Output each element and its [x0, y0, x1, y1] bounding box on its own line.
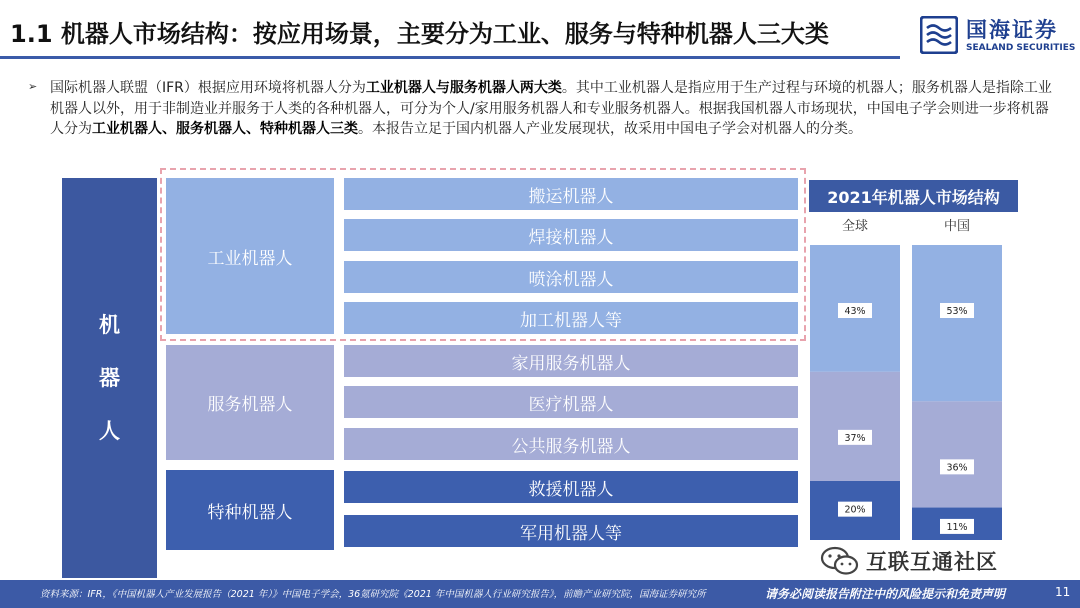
- leaf-label: 搬运机器人: [528, 186, 614, 207]
- category-service-label: 服务机器人: [207, 395, 293, 415]
- industrial-highlight-outline: [160, 168, 806, 341]
- footer-disclaimer: 请务必阅读报告附注中的风险提示和免责声明: [765, 587, 1006, 601]
- logo-name: 国海证券: [966, 18, 1058, 42]
- intro-paragraph: [50, 78, 1062, 140]
- page-number: 11: [1055, 585, 1071, 599]
- leaf-label: 喷涂机器人: [528, 269, 614, 290]
- chart-data-label: 20%: [844, 504, 866, 516]
- chart-category-label: 全球: [841, 219, 869, 234]
- chart-bar-segment: [912, 401, 1002, 507]
- leaf-label: 加工机器人等: [520, 310, 622, 331]
- company-logo: [920, 12, 1075, 58]
- chart-data-label: 11%: [946, 521, 968, 533]
- intro-text-2: 。其中工业机器人是指应用于生产过程与环境的机器人；服务机器人是指除工业机器人以外，用于非制造业并服务于人类的各种机器人，可分为个人/家用服务机器人和专业服务机器人。根据我国机器人市场现状，中国电子学会则进一步将机器人分为: [50, 80, 1052, 137]
- intro-bold-2: 工业机器人、服务机器人、特种机器人三类: [92, 121, 358, 137]
- wechat-icon: [820, 545, 860, 577]
- category-special: [166, 470, 334, 550]
- sealand-logo-icon: [920, 16, 958, 54]
- market-structure-chart: [800, 212, 1020, 542]
- intro-text-3: 。本报告立足于国内机器人产业发展现状，故采用中国电子学会对机器人的分类。: [358, 121, 862, 137]
- bullet-arrow-icon: ➢: [28, 80, 38, 93]
- chart-bar-segment: [912, 245, 1002, 401]
- leaf-rescue-robot: [344, 471, 798, 503]
- root-char-1: 机: [99, 312, 120, 337]
- watermark: [820, 545, 998, 577]
- root-char-3: 人: [99, 418, 120, 443]
- logo-english-name: SEALAND SECURITIES: [966, 43, 1076, 53]
- leaf-label: 公共服务机器人: [511, 436, 631, 457]
- leaf-label: 救援机器人: [528, 479, 614, 500]
- root-char-2: 器: [99, 365, 120, 390]
- leaf-label: 军用机器人等: [520, 523, 622, 544]
- chart-data-label: 37%: [844, 432, 866, 444]
- leaf-label: 焊接机器人: [528, 227, 614, 248]
- page-title: 1.1 机器人市场结构：按应用场景，主要分为工业、服务与特种机器人三大类: [10, 20, 829, 48]
- chart-data-label: 43%: [844, 306, 866, 317]
- intro-bold-1: 工业机器人与服务机器人两大类: [365, 80, 562, 96]
- chart-bar-segment: [810, 372, 900, 481]
- title-underline: [0, 56, 900, 59]
- leaf-medical-robot: [344, 386, 798, 418]
- leaf-household-service-robot: [344, 345, 798, 377]
- chart-data-label: 36%: [946, 462, 968, 474]
- watermark-text: 互联互通社区: [866, 550, 998, 574]
- leaf-label: 家用服务机器人: [511, 353, 631, 374]
- leaf-public-service-robot: [344, 428, 798, 460]
- chart-category-label: 中国: [943, 219, 971, 234]
- leaf-military-robot: [344, 515, 798, 547]
- category-service: [166, 345, 334, 460]
- footer-source: 资料来源：IFR，《中国机器人产业发展报告（2021 年）》中国电子学会，36氪研究院《2021 年中国机器人行业研究报告》，前瞻产业研究院，国海证券研究所: [40, 589, 706, 600]
- chart-title: 2021年机器人市场结构: [809, 180, 1018, 212]
- chart-data-label: 53%: [946, 306, 968, 317]
- robot-root-box: [62, 178, 157, 578]
- category-industrial-label: 工业机器人: [207, 248, 293, 269]
- category-special-label: 特种机器人: [207, 502, 293, 523]
- intro-text-1: 国际机器人联盟（IFR）根据应用环境将机器人分为: [50, 80, 366, 96]
- leaf-label: 医疗机器人: [528, 394, 614, 415]
